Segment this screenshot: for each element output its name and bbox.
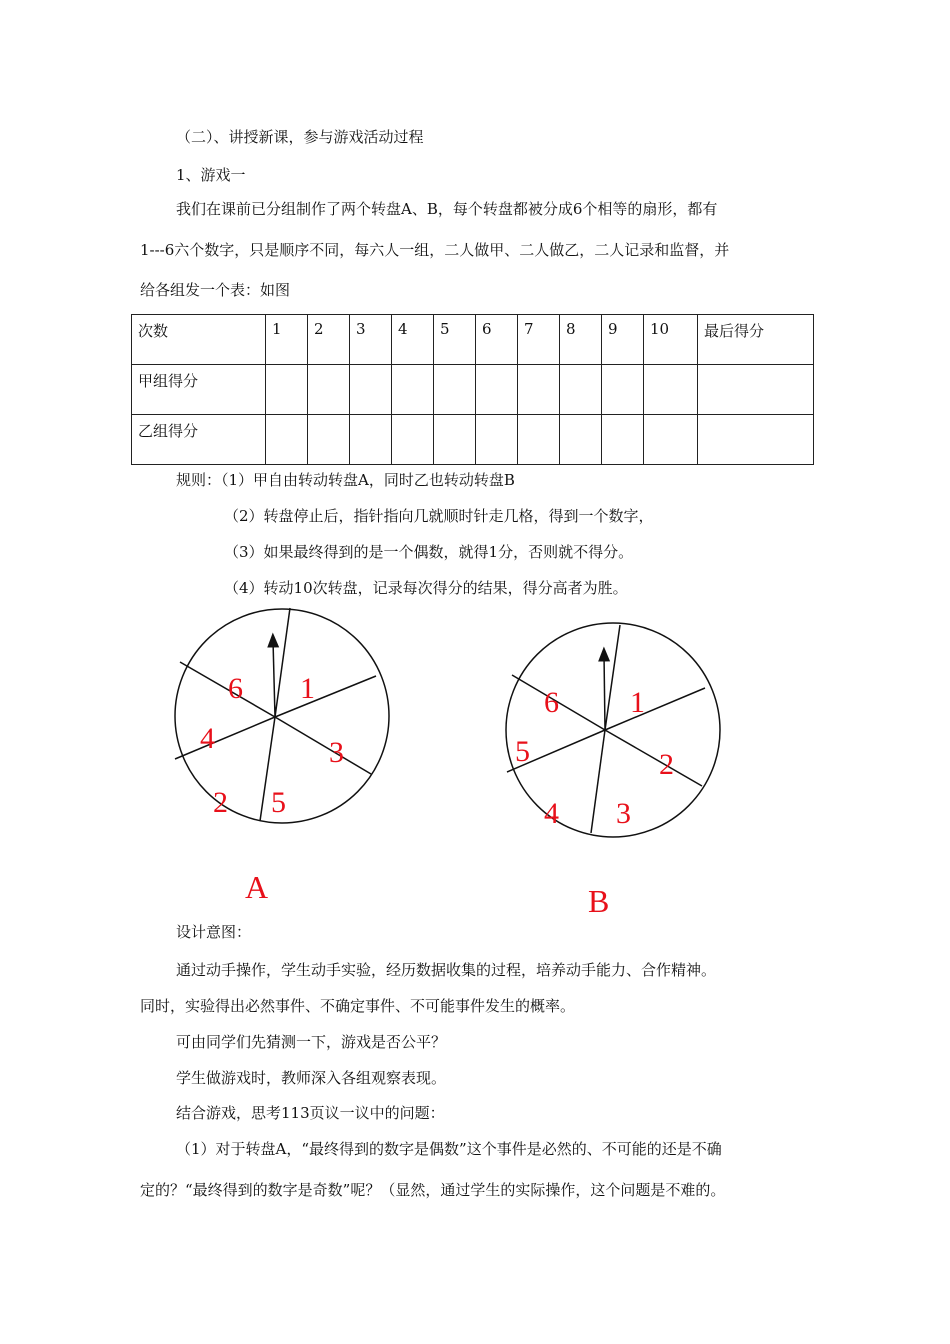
table-cell xyxy=(266,365,308,415)
spinner-b xyxy=(506,623,720,837)
table-cell xyxy=(560,365,602,415)
rule-line: （3）如果最终得到的是一个偶数，就得1分，否则就不得分。 xyxy=(224,543,634,561)
spinner-b-number: 5 xyxy=(515,735,530,768)
table-cell xyxy=(434,365,476,415)
table-cell: 3 xyxy=(350,315,392,365)
table-cell: 6 xyxy=(476,315,518,365)
table-cell: 2 xyxy=(308,315,350,365)
design-line: （1）对于转盘A，“最终得到的数字是偶数”这个事件是必然的、不可能的还是不确 xyxy=(176,1140,722,1158)
table-cell xyxy=(434,415,476,465)
table-cell xyxy=(644,365,698,415)
intro-line: 给各组发一个表：如图 xyxy=(140,281,291,299)
design-line: 可由同学们先猜测一下，游戏是否公平？ xyxy=(176,1033,447,1051)
table-cell xyxy=(644,415,698,465)
table-cell xyxy=(518,415,560,465)
table-cell xyxy=(698,365,814,415)
intro-line: 我们在课前已分组制作了两个转盘A、B，每个转盘都被分成6个相等的扇形，都有 xyxy=(176,200,718,218)
game-title: 1、游戏一 xyxy=(176,166,246,184)
table-cell: 最后得分 xyxy=(698,315,814,365)
table-cell xyxy=(602,365,644,415)
spinner-a-number: 3 xyxy=(329,736,344,769)
design-line: 结合游戏，思考113页议一议中的问题： xyxy=(176,1104,445,1122)
rule-line: （4）转动10次转盘，记录每次得分的结果，得分高者为胜。 xyxy=(224,579,628,597)
design-line: 同时，实验得出必然事件、不确定事件、不可能事件发生的概率。 xyxy=(140,997,576,1015)
table-cell xyxy=(350,365,392,415)
table-cell xyxy=(518,365,560,415)
spinner-a-divider xyxy=(175,717,275,759)
design-line: 定的？“最终得到的数字是奇数”呢？（显然，通过学生的实际操作，这个问题是不难的。 xyxy=(140,1181,726,1199)
spinner-a-divider xyxy=(275,717,371,774)
spinner-figure xyxy=(0,600,950,930)
rule-line: 规则：（1）甲自由转动转盘A，同时乙也转动转盘B xyxy=(176,471,515,489)
table-cell: 次数 xyxy=(132,315,266,365)
table-cell xyxy=(350,415,392,465)
spinner-b-circle xyxy=(506,623,720,837)
intro-line: 1---6六个数字，只是顺序不同，每六人一组，二人做甲、二人做乙，二人记录和监督，并 xyxy=(140,241,730,259)
spinner-b-number: 4 xyxy=(544,797,559,830)
score-table xyxy=(131,314,814,465)
table-cell xyxy=(602,415,644,465)
table-cell: 10 xyxy=(644,315,698,365)
table-cell: 8 xyxy=(560,315,602,365)
design-heading: 设计意图： xyxy=(176,923,252,941)
spinner-b-pointer xyxy=(604,654,605,730)
spinner-b-number: 2 xyxy=(659,748,674,781)
spinner-a-number: 5 xyxy=(271,786,286,819)
table-cell xyxy=(698,415,814,465)
spinner-a-number: 1 xyxy=(300,672,315,705)
table-cell: 甲组得分 xyxy=(132,365,266,415)
spinner-b-label: B xyxy=(588,883,610,919)
table-cell: 5 xyxy=(434,315,476,365)
table-cell xyxy=(560,415,602,465)
table-row xyxy=(132,365,814,415)
table-cell xyxy=(476,365,518,415)
table-cell xyxy=(308,365,350,415)
table-cell xyxy=(266,415,308,465)
spinner-b-divider xyxy=(591,730,605,833)
table-cell: 9 xyxy=(602,315,644,365)
spinner-b-divider xyxy=(605,730,702,786)
spinner-a-pointer xyxy=(273,640,275,717)
table-cell xyxy=(476,415,518,465)
spinner-a-divider xyxy=(275,608,290,717)
table-cell: 4 xyxy=(392,315,434,365)
table-cell: 1 xyxy=(266,315,308,365)
spinner-b-divider xyxy=(605,625,620,730)
spinner-a-number: 6 xyxy=(228,672,243,705)
table-header-row xyxy=(132,315,814,365)
table-cell: 7 xyxy=(518,315,560,365)
rule-line: （2）转盘停止后，指针指向几就顺时针走几格，得到一个数字， xyxy=(224,507,654,525)
design-line: 通过动手操作，学生动手实验，经历数据收集的过程，培养动手能力、合作精神。 xyxy=(176,961,717,979)
spinner-b-divider xyxy=(605,688,705,730)
table-cell xyxy=(392,365,434,415)
section-title: （二）、讲授新课，参与游戏活动过程 xyxy=(176,128,424,146)
table-row xyxy=(132,415,814,465)
spinner-b-number: 6 xyxy=(544,686,559,719)
spinner-a-label: A xyxy=(245,869,269,905)
design-line: 学生做游戏时，教师深入各组观察表现。 xyxy=(176,1069,447,1087)
spinner-a-number: 2 xyxy=(213,786,228,819)
table-cell: 乙组得分 xyxy=(132,415,266,465)
table-cell xyxy=(392,415,434,465)
spinner-a-divider xyxy=(275,676,376,717)
table-cell xyxy=(308,415,350,465)
spinner-b-number: 1 xyxy=(630,686,645,719)
spinner-b-number: 3 xyxy=(616,797,631,830)
spinner-a-number: 4 xyxy=(200,722,215,755)
